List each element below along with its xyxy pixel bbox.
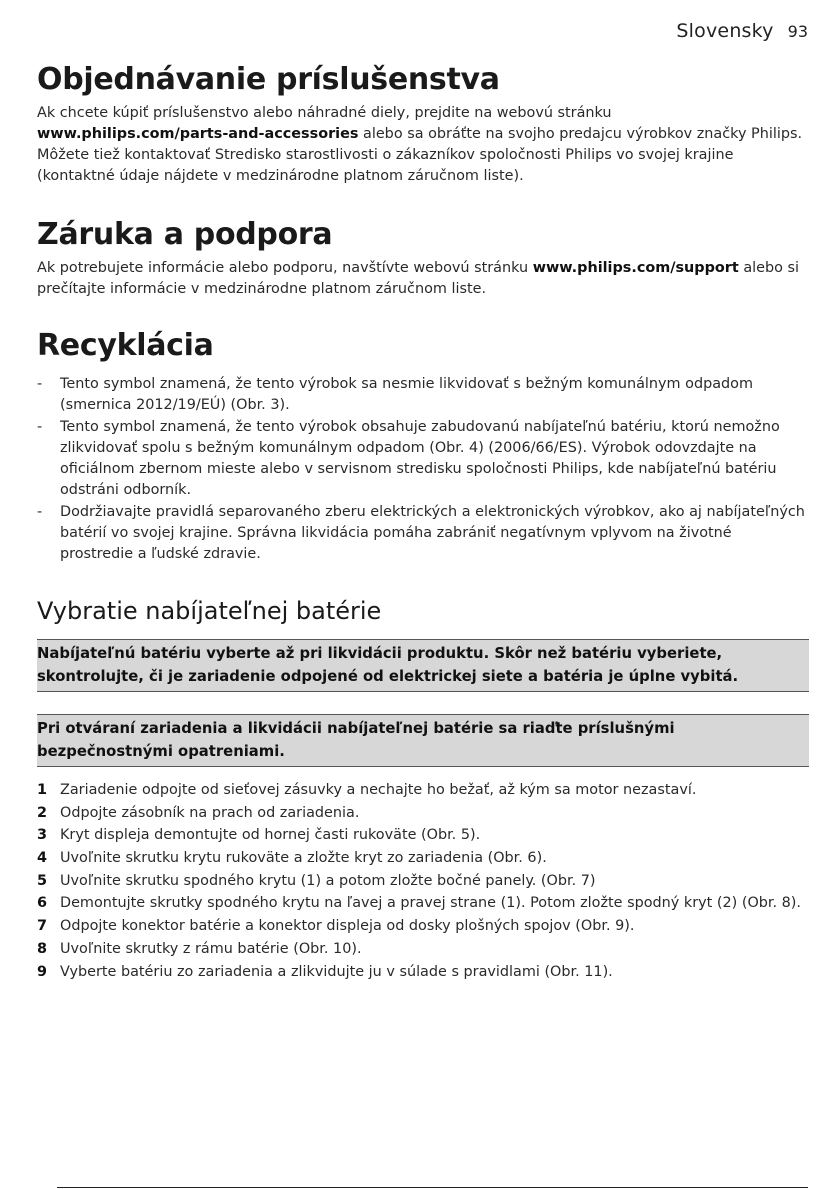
list-item: [37, 417, 809, 501]
step-item: [37, 871, 809, 892]
step-item: [37, 825, 809, 846]
page-content: [37, 60, 809, 984]
recycling-list: [37, 374, 809, 565]
battery-removal-title: Vybratie nabíjateľnej batérie: [37, 597, 382, 625]
support-link[interactable]: www.philips.com/support: [532, 260, 739, 276]
list-item: [37, 374, 809, 416]
warning-box-discharge: Nabíjateľnú batériu vyberte až pri likvidácii produktu. Skôr než batériu vyberiete, skontrolujte, či je zariadenie odpojené od elektrickej siete a batéria je úplne vybitá.: [37, 639, 809, 692]
step-text: Odpojte konektor batérie a konektor displeja od dosky plošných spojov (Obr. 9).: [60, 918, 635, 935]
step-number: 9: [37, 963, 48, 980]
step-number: 4: [37, 850, 48, 867]
step-text: Uvoľnite skrutky z rámu batérie (Obr. 10).: [60, 940, 362, 957]
step-number: 8: [37, 940, 48, 957]
step-text: Kryt displeja demontujte od hornej časti rukoväte (Obr. 5).: [60, 827, 481, 844]
bullet-mark: -: [37, 504, 43, 520]
removal-steps: [37, 780, 809, 983]
warranty-paragraph: [37, 258, 809, 300]
step-number: 5: [37, 872, 48, 889]
warranty-text-1: Ak potrebujete informácie alebo podporu, navštívte webovú stránku: [37, 260, 533, 276]
step-item: [37, 848, 809, 869]
step-text: Zariadenie odpojte od sieťovej zásuvky a nechajte ho bežať, až kým sa motor nezastaví.: [60, 782, 697, 798]
step-text: Demontujte skrutky spodného krytu na ľavej a pravej strane (1). Potom zložte spodný kryt (2) (Obr. 8).: [60, 895, 801, 912]
list-item-text: Dodržiavajte pravidlá separovaného zberu elektrických a elektronických výrobkov, ako aj nabíjateľných batérií vo svojej krajine. Správna likvidácia pomáha zabrániť negatívnym vplyvom na životné prostredie a ľudské zdravie.: [60, 504, 805, 562]
bullet-mark: -: [37, 419, 43, 435]
step-item: [37, 780, 809, 801]
step-item: [37, 803, 809, 824]
step-item: [37, 962, 809, 983]
footer-divider: [57, 1187, 808, 1188]
recycling-title: Recyklácia: [37, 328, 214, 363]
step-number: 3: [37, 827, 48, 844]
accessories-paragraph: [37, 103, 809, 187]
step-item: [37, 939, 809, 960]
step-text: Odpojte zásobník na prach od zariadenia.: [60, 804, 360, 821]
language-label: Slovensky: [676, 20, 774, 42]
step-number: 2: [37, 804, 48, 821]
step-text: Uvoľnite skrutku krytu rukoväte a zložte kryt zo zariadenia (Obr. 6).: [60, 850, 547, 867]
list-item-text: Tento symbol znamená, že tento výrobok obsahuje zabudovanú nabíjateľnú batériu, ktorú nemožno zlikvidovať spolu s bežným komunálnym odpadom (Obr. 4) (2006/66/ES). Výrobok odovzdajte na oficiálnom zbernom mieste alebo v servisnom stredisku spoločnosti Philips, kde nabíjateľnú batériu odstráni odborník.: [60, 419, 780, 498]
warranty-text-2: alebo si prečítajte informácie v medzinárodne platnom záručnom liste.: [37, 260, 800, 297]
step-number: 6: [37, 895, 48, 912]
list-item-text: Tento symbol znamená, že tento výrobok sa nesmie likvidovať s bežným komunálnym odpadom (smernica 2012/19/EÚ) (Obr. 3).: [60, 376, 754, 413]
step-item: [37, 893, 809, 914]
step-number: 1: [37, 782, 48, 798]
page-header: [676, 20, 808, 42]
warning-box-safety: Pri otváraní zariadenia a likvidácii nabíjateľnej batérie sa riaďte príslušnými bezpečnostnými opatreniami.: [37, 714, 809, 767]
step-number: 7: [37, 918, 48, 935]
step-text: Vyberte batériu zo zariadenia a zlikvidujte ju v súlade s pravidlami (Obr. 11).: [60, 963, 613, 980]
step-item: [37, 916, 809, 937]
accessories-text-2: alebo sa obráťte na svojho predajcu výrobkov značky Philips. Môžete tiež kontaktovať Stredisko starostlivosti o zákazníkov spoločnosti Philips vo svojej krajine (kontaktné údaje nájdete v medzinárodne platnom záručnom liste).: [37, 126, 803, 184]
page-number: 93: [787, 22, 808, 41]
step-text: Uvoľnite skrutku spodného krytu (1) a potom zložte bočné panely. (Obr. 7): [60, 872, 596, 889]
accessories-title: Objednávanie príslušenstva: [37, 62, 500, 97]
accessories-link[interactable]: www.philips.com/parts-and-accessories: [37, 126, 359, 142]
accessories-text-1: Ak chcete kúpiť príslušenstvo alebo náhradné diely, prejdite na webovú stránku: [37, 105, 612, 121]
warranty-title: Záruka a podpora: [37, 217, 333, 252]
bullet-mark: -: [37, 376, 43, 392]
list-item: [37, 502, 809, 565]
